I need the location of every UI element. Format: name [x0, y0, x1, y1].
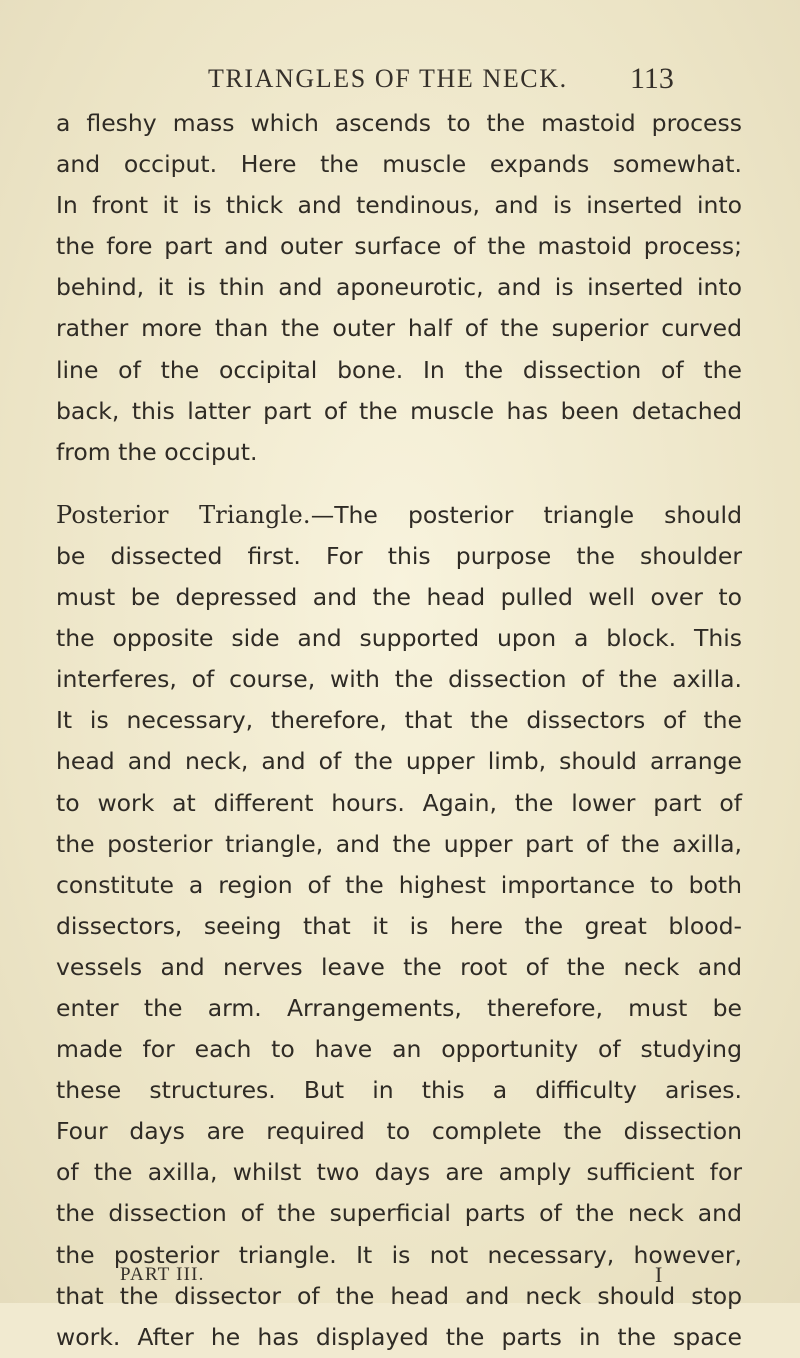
- text-line: back, this latter part of the muscle has been detached: [56, 396, 742, 425]
- text-line: to work at different hours. Again, the lower part of: [56, 788, 742, 817]
- text-line: and occiput. Here the muscle expands somewhat.: [56, 150, 742, 179]
- text-line: the posterior triangle. It is not necessary, however,: [56, 1240, 742, 1269]
- text-line: interferes, of course, with the dissection of the axilla.: [56, 665, 742, 694]
- text-line: made for each to have an opportunity of studying: [56, 1035, 742, 1064]
- page-footer: [0, 1264, 800, 1294]
- page-number: 113: [630, 62, 674, 95]
- text-line: Four days are required to complete the dissection: [56, 1117, 742, 1146]
- text-line: the dissection of the superficial parts of the neck and: [56, 1199, 742, 1228]
- text-line-with-heading: [56, 495, 742, 536]
- paragraph-1: [56, 103, 742, 473]
- text-line: vessels and nerves leave the root of the neck and: [56, 952, 742, 981]
- section-heading: Posterior Triangle.: [56, 500, 311, 529]
- text-line: be dissected first. For this purpose the shoulder: [56, 541, 742, 570]
- text-line: a fleshy mass which ascends to the mastoid process: [56, 109, 742, 137]
- text-line: that the dissector of the head and neck should stop: [56, 1281, 742, 1310]
- text-line: It is necessary, therefore, that the dissectors of the: [56, 706, 742, 735]
- text-line: the opposite side and supported upon a block. This: [56, 624, 742, 653]
- text-line: dissectors, seeing that it is here the great blood-: [56, 911, 742, 940]
- text-line: these structures. But in this a difficulty arises.: [56, 1076, 742, 1105]
- text-line: of the axilla, whilst two days are amply sufficient for: [56, 1158, 742, 1187]
- text-line: the posterior triangle, and the upper part of the axilla,: [56, 829, 742, 858]
- text-line: behind, it is thin and aponeurotic, and is inserted into: [56, 273, 742, 302]
- running-title: TRIANGLES OF THE NECK.: [208, 64, 568, 93]
- text-line: rather more than the outer half of the superior curved: [56, 314, 742, 343]
- text-line: must be depressed and the head pulled well over to: [56, 583, 742, 612]
- heading-line-text: —The posterior triangle should: [310, 500, 742, 529]
- paragraph-gap: [56, 473, 742, 495]
- text-line: work. After he has displayed the parts in the space: [56, 1322, 742, 1351]
- text-line: from the occiput.: [56, 437, 258, 466]
- text-line: In front it is thick and tendinous, and is inserted into: [56, 191, 742, 220]
- paragraph-2: [56, 495, 742, 1358]
- page-header: [0, 64, 800, 104]
- text-line: enter the arm. Arrangements, therefore, must be: [56, 993, 742, 1022]
- signature-mark: I: [655, 1262, 663, 1287]
- text-line: constitute a region of the highest importance to both: [56, 870, 742, 899]
- text-line: the fore part and outer surface of the mastoid process;: [56, 232, 742, 261]
- text-line: head and neck, and of the upper limb, should arrange: [56, 747, 742, 776]
- body-text: [56, 103, 742, 1358]
- signature-part-label: PART III.: [120, 1264, 205, 1285]
- text-line: line of the occipital bone. In the dissection of the: [56, 355, 742, 384]
